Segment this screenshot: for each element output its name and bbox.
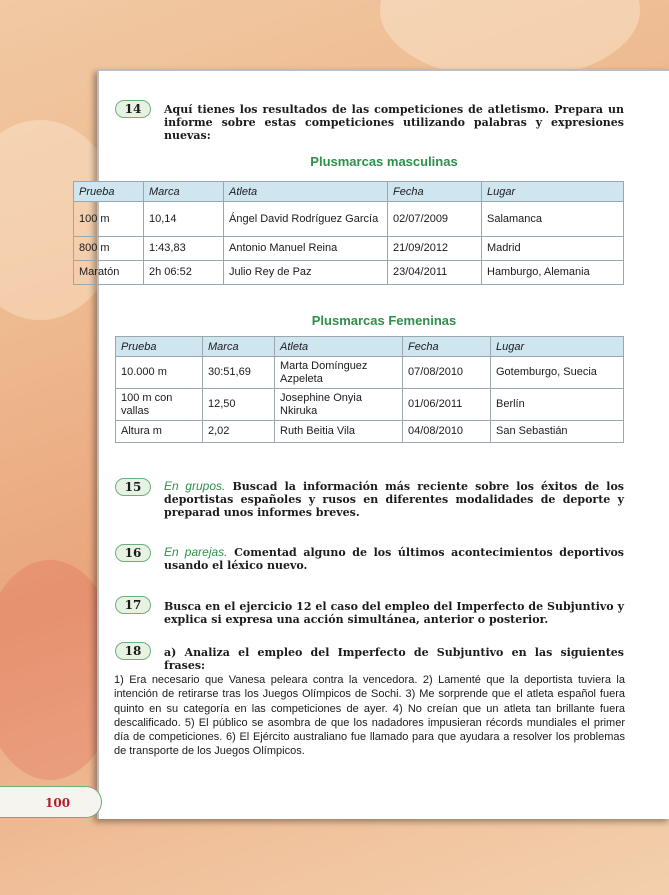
exercise-number: 18 xyxy=(115,642,151,660)
table-cell: Maratón xyxy=(74,261,144,285)
table-cell: 30:51,69 xyxy=(203,357,275,389)
table-row xyxy=(74,261,624,285)
exercise-number: 14 xyxy=(115,100,151,118)
table-cell: Ángel David Rodríguez García xyxy=(224,202,388,237)
table-cell: 21/09/2012 xyxy=(388,237,482,261)
table-cell: Altura m xyxy=(116,421,203,443)
exercise-instruction: En grupos. xyxy=(164,479,226,493)
table-row xyxy=(74,237,624,261)
column-header: Atleta xyxy=(275,337,403,357)
table-cell: 100 m xyxy=(74,202,144,237)
exercise-text: Busca en el ejercicio 12 el caso del empleo del Imperfecto de Subjuntivo y explica si expresa una acción simultánea, anterior o posterior. xyxy=(164,600,624,626)
exercise-text: a) Analiza el empleo del Imperfecto de Subjuntivo en las siguientes frases: xyxy=(164,646,624,672)
table-cell: Julio Rey de Paz xyxy=(224,261,388,285)
column-header: Prueba xyxy=(74,182,144,202)
column-header: Fecha xyxy=(388,182,482,202)
table-cell: 10.000 m xyxy=(116,357,203,389)
exercise-sentences: 1) Era necesario que Vanesa peleara contra la vencedora. 2) Lamenté que la deportista tuviera la intención de retirarse tras los Juegos Olímpicos de Sochi. 3) Me sorprende que el atleta español fuera quinto en su categoría en las competiciones de ayer. 4) No creían que un atleta tan brillante fuera descalificado. 5) El público se asombra de que los nadadores impusieran récords mundiales el primer día de competiciones. 6) El Ejército australiano fue llamado para que ayudara a resolver los problemas de transporte de los Juegos Olímpicos. xyxy=(114,674,625,758)
table-cell: 800 m xyxy=(74,237,144,261)
exercise-instruction: En parejas. xyxy=(164,545,228,559)
table-cell: San Sebastián xyxy=(491,421,624,443)
table-cell: Gotemburgo, Suecia xyxy=(491,357,624,389)
table-cell: Josephine Onyia Nkiruka xyxy=(275,389,403,421)
table-cell: 07/08/2010 xyxy=(403,357,491,389)
table-header-row xyxy=(74,182,624,202)
column-header: Marca xyxy=(144,182,224,202)
table-cell: 01/06/2011 xyxy=(403,389,491,421)
table-cell: 1:43,83 xyxy=(144,237,224,261)
table-cell: Salamanca xyxy=(482,202,624,237)
exercise-number: 16 xyxy=(115,544,151,562)
table-title: Plusmarcas Femeninas xyxy=(311,313,457,328)
table-cell: 23/04/2011 xyxy=(388,261,482,285)
exercise-text xyxy=(164,546,624,572)
column-header: Marca xyxy=(203,337,275,357)
table-cell: 2h 06:52 xyxy=(144,261,224,285)
table-row xyxy=(116,357,624,389)
exercise-body: Buscad la información más reciente sobre los éxitos de los deportistas españoles y rusos en diferentes modalidades de deporte y preparad unos informes breves. xyxy=(164,480,624,519)
column-header: Atleta xyxy=(224,182,388,202)
table-title: Plusmarcas masculinas xyxy=(310,154,458,169)
table-cell: Hamburgo, Alemania xyxy=(482,261,624,285)
page-number: 100 xyxy=(0,786,102,818)
exercise-text: Aquí tienes los resultados de las competiciones de atletismo. Prepara un informe sobre estas competiciones utilizando palabras y expresiones nuevas: xyxy=(164,103,624,142)
table-cell: Madrid xyxy=(482,237,624,261)
table-cell: 02/07/2009 xyxy=(388,202,482,237)
column-header: Lugar xyxy=(491,337,624,357)
column-header: Lugar xyxy=(482,182,624,202)
background-decoration xyxy=(380,0,640,80)
table-cell: 12,50 xyxy=(203,389,275,421)
table-cell: Marta Domínguez Azpeleta xyxy=(275,357,403,389)
records-table-women xyxy=(115,336,624,443)
table-header-row xyxy=(116,337,624,357)
table-row xyxy=(74,202,624,237)
exercise-body: Comentad alguno de los últimos acontecimientos deportivos usando el léxico nuevo. xyxy=(164,546,624,572)
table-row xyxy=(116,421,624,443)
table-cell: 10,14 xyxy=(144,202,224,237)
exercise-number: 17 xyxy=(115,596,151,614)
column-header: Prueba xyxy=(116,337,203,357)
exercise-number: 15 xyxy=(115,478,151,496)
table-cell: Ruth Beitia Vila xyxy=(275,421,403,443)
table-cell: 04/08/2010 xyxy=(403,421,491,443)
records-table-men xyxy=(73,181,624,285)
table-cell: Antonio Manuel Reina xyxy=(224,237,388,261)
column-header: Fecha xyxy=(403,337,491,357)
exercise-text xyxy=(164,480,624,519)
table-cell: 100 m con vallas xyxy=(116,389,203,421)
table-cell: 2,02 xyxy=(203,421,275,443)
table-row xyxy=(116,389,624,421)
table-cell: Berlín xyxy=(491,389,624,421)
